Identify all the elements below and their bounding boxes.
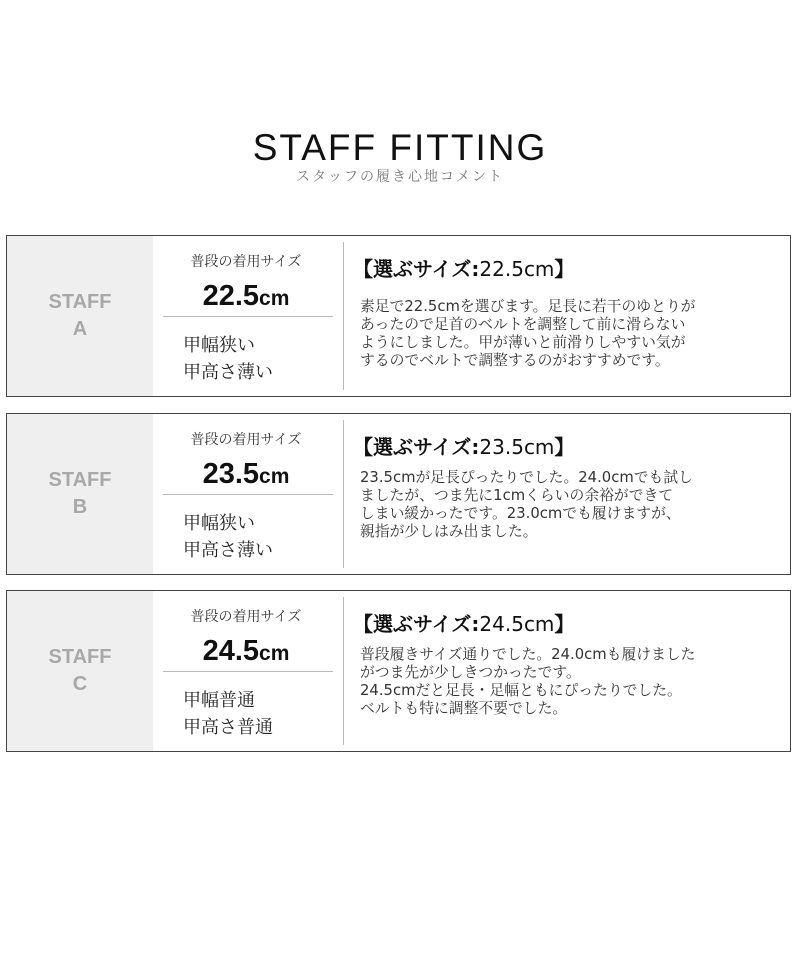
selected-size-heading: [353, 254, 574, 284]
instep-height: 甲高さ薄い: [183, 362, 273, 383]
comment-line: ましたが、つま先に1cmくらいの余裕ができて: [360, 487, 674, 504]
comment-line: がつま先が少しきつかったです。: [360, 664, 581, 681]
comment-line: 素足で22.5cmを選びます。足長に若干のゆとりが: [360, 298, 696, 315]
page-title: STAFF FITTING: [252, 127, 548, 168]
instep-width: 甲幅狭い: [183, 513, 255, 534]
staff-label-cell: [7, 236, 153, 396]
comment-line: 普段履きサイズ通りでした。24.0cmも履けました: [360, 646, 696, 663]
usual-size-value: [153, 456, 339, 495]
usual-size-number: 22.5: [202, 280, 260, 312]
fitting-comment: [360, 469, 792, 541]
page-subtitle: スタッフの履き心地コメント: [296, 169, 504, 185]
fit-notes: [183, 510, 273, 564]
usual-size-label: 普段の着用サイズ: [190, 432, 302, 448]
staff-label: STAFF: [48, 469, 112, 491]
comment-line: ようにしました。甲が薄いと前滑りしやすい気が: [360, 334, 686, 351]
usual-size-number: 24.5: [202, 635, 260, 667]
selected-size-label: 【選ぶサイズ:: [353, 612, 480, 636]
staff-id: C: [72, 673, 88, 695]
staff-card-b: [6, 413, 791, 575]
staff-label-cell: [7, 591, 153, 751]
vertical-divider: [343, 597, 344, 745]
usual-size-value: [153, 633, 339, 672]
selected-size-heading: [353, 609, 574, 639]
usual-size-value: [153, 278, 339, 317]
comment-line: するのでベルトで調整するのがおすすめです。: [360, 352, 670, 369]
selected-size-value: 22.5cm: [479, 257, 555, 281]
usual-size-unit: cm: [259, 287, 290, 310]
comment-line: しまい緩かったです。23.0cmでも履けますが、: [360, 505, 681, 522]
instep-width: 甲幅狭い: [183, 335, 255, 356]
staff-id: A: [72, 318, 88, 340]
selected-size-close: 】: [554, 257, 575, 281]
staff-card-a: [6, 235, 791, 397]
usual-size-number: 23.5: [202, 458, 260, 490]
staff-card-c: [6, 590, 791, 752]
usual-size-unit: cm: [259, 642, 290, 665]
staff-label: STAFF: [48, 646, 112, 668]
selected-size-label: 【選ぶサイズ:: [353, 435, 480, 459]
instep-width: 甲幅普通: [183, 690, 255, 711]
usual-size-unit: cm: [259, 465, 290, 488]
divider: [163, 494, 333, 495]
staff-label-cell: [7, 414, 153, 574]
vertical-divider: [343, 242, 344, 390]
selected-size-heading: [353, 432, 574, 462]
divider: [163, 316, 333, 317]
comment-line: 24.5cmだと足長・足幅ともにぴったりでした。: [360, 682, 682, 699]
comment-line: ベルトも特に調整不要でした。: [360, 700, 568, 717]
selected-size-label: 【選ぶサイズ:: [353, 257, 480, 281]
divider: [163, 671, 333, 672]
vertical-divider: [343, 420, 344, 568]
selected-size-value: 24.5cm: [479, 612, 555, 636]
fitting-comment: [360, 646, 792, 718]
selected-size-close: 】: [554, 612, 575, 636]
usual-size-label: 普段の着用サイズ: [190, 609, 302, 625]
staff-label: STAFF: [48, 291, 112, 313]
selected-size-value: 23.5cm: [479, 435, 555, 459]
comment-line: 23.5cmが足長ぴったりでした。24.0cmでも試し: [360, 469, 693, 486]
instep-height: 甲高さ薄い: [183, 540, 273, 561]
selected-size-close: 】: [554, 435, 575, 459]
fit-notes: [183, 687, 273, 741]
instep-height: 甲高さ普通: [183, 717, 273, 738]
fit-notes: [183, 332, 273, 386]
usual-size-label: 普段の着用サイズ: [190, 254, 302, 270]
comment-line: 親指が少しはみ出ました。: [360, 523, 538, 540]
fitting-comment: [360, 298, 792, 370]
comment-line: あったので足首のベルトを調整して前に滑らない: [360, 316, 686, 333]
staff-id: B: [72, 496, 88, 518]
